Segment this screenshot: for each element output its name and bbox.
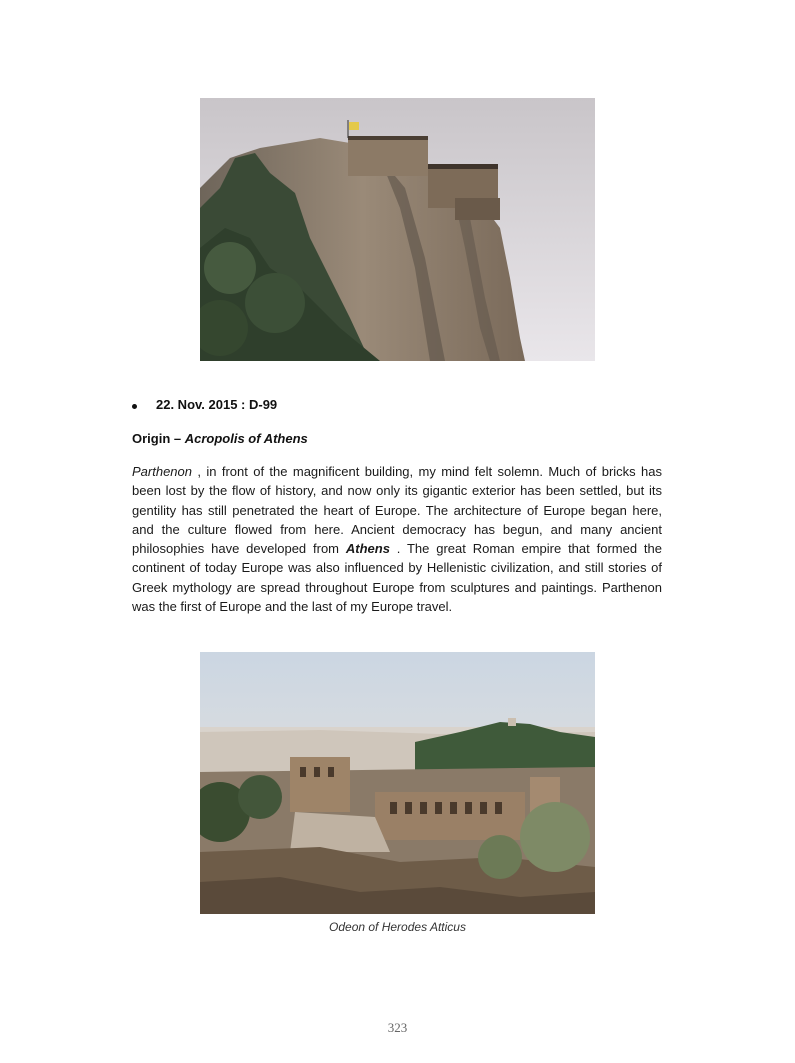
paragraph-parthenon: Parthenon xyxy=(132,464,192,479)
heading-prefix: Origin – xyxy=(132,431,185,446)
section-heading xyxy=(132,431,308,446)
page-number: 323 xyxy=(387,1020,408,1035)
bullet-icon xyxy=(132,404,137,409)
date-entry xyxy=(132,397,277,412)
date-label: 22. Nov. 2015 : D-99 xyxy=(156,397,278,412)
paragraph-athens: Athens xyxy=(345,541,390,557)
paragraph-text-1: , in front of the magnificent building, my mind felt solemn. Much of bricks has been lost by the flow of history, and now only its gigantic exterior has been settled, but its gentility has still penetrated the heart of Europe. The architecture of Europe began here, and the culture flowed from here. Ancient democracy has begun, and many ancient philosophies have developed from xyxy=(132,464,662,557)
heading-place: Acropolis of Athens xyxy=(184,431,308,446)
odeon-photo xyxy=(200,652,595,914)
photo-caption: Odeon of Herodes Atticus xyxy=(329,920,466,934)
paragraph-text-2: . The great Roman empire that formed the continent of today Europe was also influenced by Hellenistic civilization, and still stories of Greek mythology are spread throughout Europe from sculptures and paintings. Parthenon was the first of Europe and the last of my Europe travel. xyxy=(132,541,662,615)
body-paragraph xyxy=(132,462,662,616)
monastery-cliff-photo xyxy=(200,98,595,361)
